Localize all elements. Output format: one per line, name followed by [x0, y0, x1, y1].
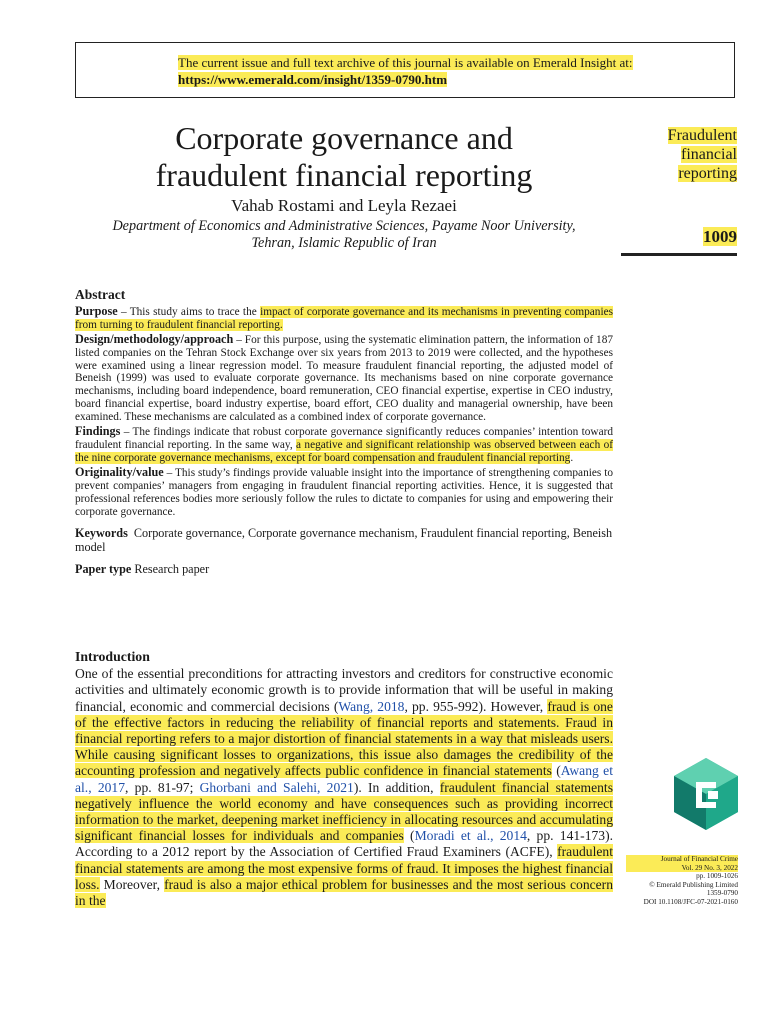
purpose-highlight: impact of corporate governance and its mechanisms in preventing companies from turning to fraudulent financial reporting.	[75, 305, 613, 331]
emerald-logo-icon	[674, 758, 738, 830]
design-label: Design/methodology/approach	[75, 331, 234, 346]
running-title-line-1: Fraudulent	[667, 127, 737, 144]
originality-label: Originality/value	[75, 464, 164, 479]
highlight-ethical-problem: fraud is also a major ethical problem for businesses and the most serious concern in the	[75, 876, 614, 909]
running-title-line-3: reporting	[678, 165, 737, 182]
archive-url-link[interactable]: https://www.emerald.com/insight/1359-0790.htm	[178, 72, 448, 87]
title-line-1: Corporate governance and	[175, 120, 513, 156]
journal-pages: pp. 1009-1026	[696, 872, 738, 881]
abstract-heading: Abstract	[75, 287, 126, 302]
archive-notice-text: The current issue and full text archive of this journal is available on Emerald Insight at:	[178, 55, 633, 70]
citation-link[interactable]: Moradi et al., 2014	[414, 828, 527, 844]
citation-link[interactable]: Awang et al., 2017	[75, 763, 613, 795]
affiliation-line-2: Tehran, Islamic Republic of Iran	[251, 235, 437, 251]
abstract-findings: Findings – The findings indicate that robust corporate governance significantly reduces companies’ intention toward fraudulent financial reporting. In the same way, a negative and significant relationship was observed between each of the nine corporate governance mechanisms, except for board compensation and fraudulent financial reporting.	[75, 424, 613, 464]
journal-copyright: © Emerald Publishing Limited	[649, 880, 738, 889]
running-title-line-2: financial	[681, 146, 737, 163]
journal-name: Journal of Financial Crime	[626, 855, 738, 864]
paper-type	[75, 563, 613, 576]
journal-volume: Vol. 29 No. 3, 2022	[626, 864, 738, 873]
authors: Vahab Rostami and Leyla Rezaei	[231, 196, 457, 215]
keywords-label: Keywords	[75, 526, 128, 541]
paper-type-label: Paper type	[75, 562, 132, 577]
keywords	[75, 526, 613, 554]
keywords-text: Corporate governance, Corporate governance mechanism, Fraudulent financial reporting, Beneish model	[75, 526, 613, 555]
introduction-heading: Introduction	[75, 649, 150, 664]
side-divider	[621, 253, 737, 256]
abstract-section	[75, 289, 613, 576]
highlight-expensive-fraud: fraudulent financial statements are among the most expensive forms of fraud. It imposes the highest financial loss.	[75, 844, 613, 892]
affiliation-line-1: Department of Economics and Administrative Sciences, Payame Noor University,	[112, 218, 576, 234]
purpose-label: Purpose	[75, 303, 118, 318]
affiliation	[75, 218, 613, 252]
paper-type-text: Research paper	[134, 562, 210, 577]
journal-archive-notice	[75, 42, 735, 98]
abstract-design: Design/methodology/approach – For this purpose, using the systematic elimination pattern, the information of 187 listed companies on the Tehran Stock Exchange over six years from 2013 to 2019 were collected, and the hypotheses were examined using a linear regression model. To measure fraudulent financial reporting, the adjusted model of Beneish (1999) was used to evaluate corporate governance. Its mechanisms based on nine corporate governance mechanisms, including board independence, board remuneration, CEO financial expertise, expertise in CEO industry, board financial expertise, board industry expertise, board effort, CEO duality and managerial ownership, have been examined. These mechanisms are calculated as a combined index of corporate governance.	[75, 331, 613, 424]
running-title	[622, 126, 737, 183]
findings-label: Findings	[75, 424, 121, 439]
journal-doi: DOI 10.1108/JFC-07-2021-0160	[643, 897, 738, 906]
findings-highlight: a negative and significant relationship was observed between each of the nine corporate governance mechanisms, except for board compensation and fraudulent financial reporting	[75, 438, 613, 464]
abstract-purpose: Purpose – This study aims to trace the impact of corporate governance and its mechanisms in preventing companies from turning to fraudulent financial reporting.	[75, 303, 613, 331]
article-title	[75, 120, 613, 194]
highlight-world-economy: fraudulent financial statements negatively influence the world economy and have consequences such as providing incorrect information to the market, deepening market inefficiency in allocating resources and accumulating significant financial losses for individuals and companies	[75, 779, 613, 844]
introduction-paragraph: One of the essential preconditions for attracting investors and creditors for constructive economic activities and ultimately economic growth is to provide information that will be useful in making financial, economic and commercial decisions (Wang, 2018, pp. 955-992). However, fraud is one of the effective factors in reducing the reliability of financial reports and statements. Fraud in financial reporting refers to a major distortion of financial statements in a way that misleads users. While causing significant losses to organizations, this issue also damages the credibility of the accounting profession and negatively affects public confidence in financial statements (Awang et al., 2017, pp. 81-97; Ghorbani and Salehi, 2021). In addition, fraudulent financial statements negatively influence the world economy and have consequences such as providing incorrect information to the market, deepening market inefficiency in allocating resources and accumulating significant financial losses for individuals and companies (Moradi et al., 2014, pp. 141-173). According to a 2012 report by the Association of Certified Fraud Examiners (ACFE), fraudulent financial statements are among the most expensive forms of fraud. It imposes the highest financial loss. Moreover, fraud is also a major ethical problem for businesses and the most serious concern in the	[75, 666, 614, 909]
title-line-2: fraudulent financial reporting	[155, 157, 533, 193]
page-number: 1009	[703, 227, 737, 246]
citation-link[interactable]: Wang, 2018	[338, 698, 405, 714]
citation-link[interactable]: Ghorbani and Salehi, 2021	[199, 779, 354, 795]
introduction-section	[75, 649, 613, 909]
abstract-originality: Originality/value – This study’s findings provide valuable insight into the importance of strengthening companies to prevent companies’ managers from engaging in fraudulent financial reporting activities. Hence, it is suggested that professional references bodies more seriously follow the rules to dictate to companies for using and empowering their corporate governance.	[75, 464, 613, 518]
journal-issn: 1359-0790	[706, 889, 738, 898]
highlight-fraud-reliability: fraud is one of the effective factors in reducing the reliability of financial reports and statements. Fraud in financial reporting refers to a major distortion of financial statements in a way that misleads users. While causing significant losses to organizations, this issue also damages the credibility of the accounting profession and negatively affects public confidence in financial statements	[75, 698, 613, 779]
journal-metadata	[626, 855, 738, 907]
